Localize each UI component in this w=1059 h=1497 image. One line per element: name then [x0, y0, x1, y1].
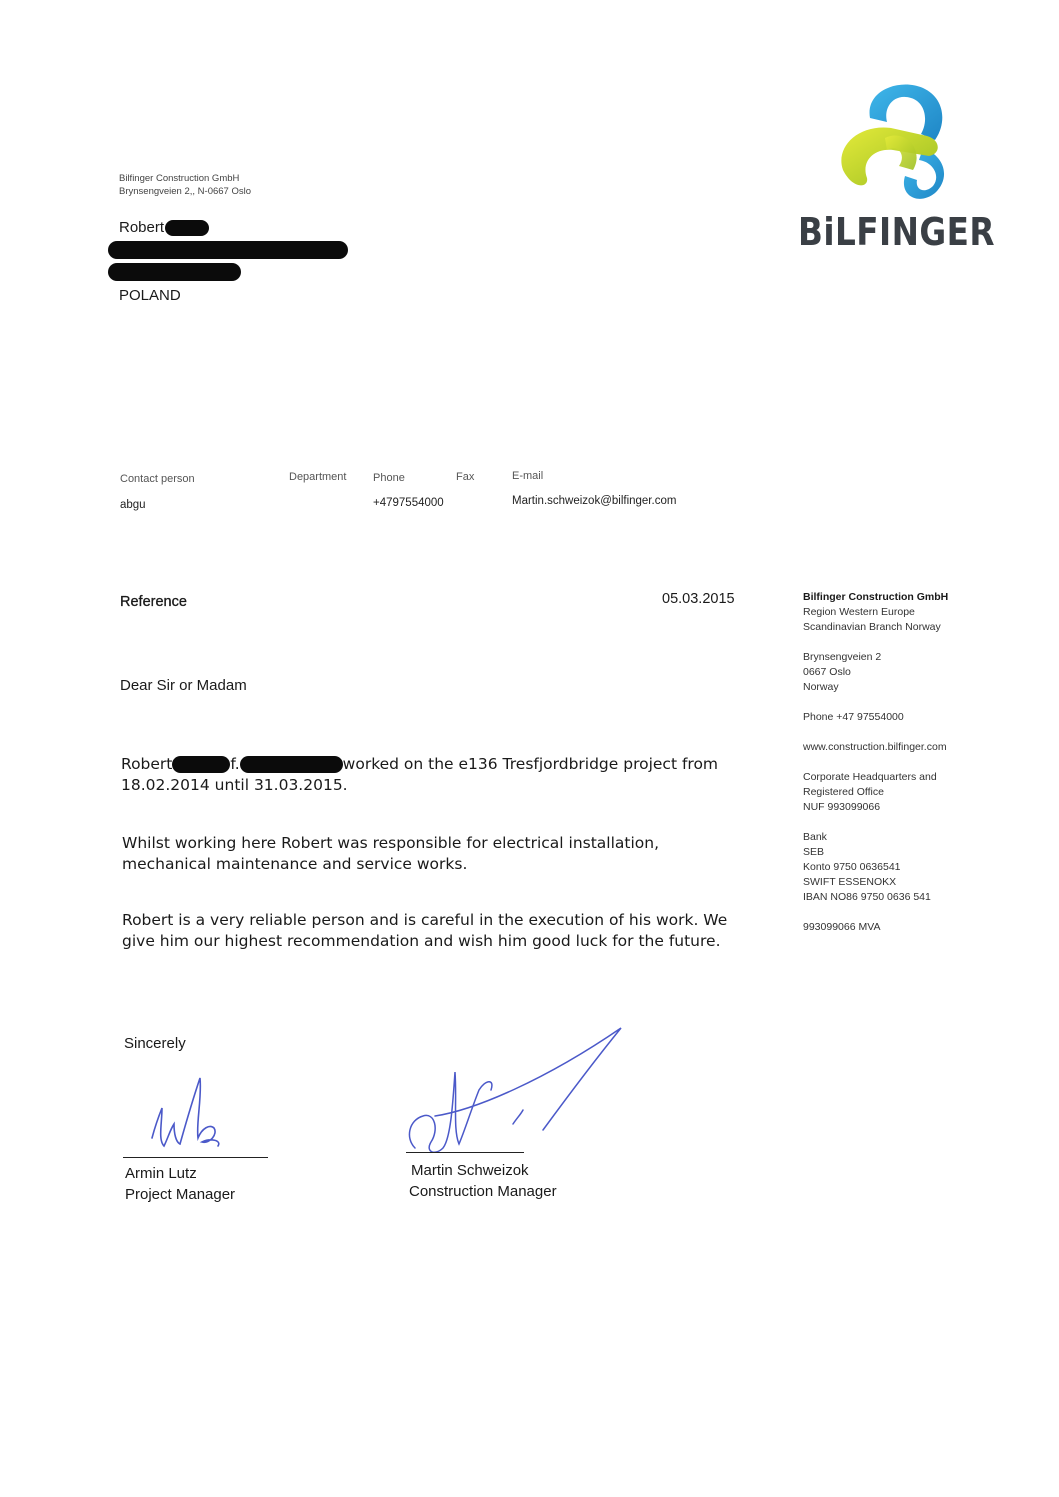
sidebar-nuf: NUF 993099066	[803, 801, 881, 813]
sidebar-konto: Konto 9750 0636541	[803, 861, 901, 873]
sidebar-bank-name: SEB	[803, 846, 825, 858]
sidebar-hq-line1: Corporate Headquarters and	[803, 771, 937, 783]
signatory-2-name: Martin Schweizok	[411, 1162, 529, 1179]
signature-martin-schweizok	[395, 1020, 635, 1170]
para2-line2: mechanical maintenance and service works.	[122, 855, 468, 873]
recipient-country: POLAND	[119, 287, 181, 304]
signatory-1-name: Armin Lutz	[125, 1165, 197, 1182]
sidebar-hq-line2: Registered Office	[803, 786, 884, 798]
letter-date: 05.03.2015	[662, 591, 735, 607]
logo-wordmark: BiLFINGER	[798, 210, 995, 254]
sidebar-country: Norway	[803, 681, 839, 693]
sidebar-city: 0667 Oslo	[803, 666, 851, 678]
redaction-bar	[108, 263, 241, 281]
sender-address-block	[119, 172, 251, 198]
sidebar-swift: SWIFT ESSENOKX	[803, 876, 897, 888]
sidebar-street: Brynsengveien 2	[803, 651, 882, 663]
sidebar-bank-label: Bank	[803, 831, 827, 843]
redaction-bar	[108, 241, 348, 259]
sender-company: Bilfinger Construction GmbH	[119, 173, 240, 184]
sidebar-iban: IBAN NO86 9750 0636 541	[803, 891, 931, 903]
paragraph-2	[122, 833, 762, 875]
contact-table	[0, 470, 760, 520]
sidebar-branch: Scandinavian Branch Norway	[803, 621, 941, 633]
signatory-1-title: Project Manager	[125, 1186, 236, 1203]
para3-line1: Robert is a very reliable person and is careful in the execution of his work. We	[122, 911, 728, 929]
paragraph-3	[122, 910, 782, 952]
bilfinger-emblem-icon	[795, 78, 1005, 203]
header-contact-person: Contact person	[120, 473, 195, 485]
header-department: Department	[289, 471, 347, 483]
letter-subject: Reference	[120, 594, 187, 610]
para1-rest: worked on the e136 Tresfjordbridge project from	[342, 755, 719, 773]
company-logo	[795, 78, 1005, 258]
redaction-bar	[165, 220, 209, 236]
header-email: E-mail	[512, 470, 544, 482]
signature-line	[406, 1152, 524, 1153]
signature-line	[123, 1157, 268, 1158]
closing: Sincerely	[124, 1035, 186, 1052]
sidebar-company: Bilfinger Construction GmbH	[803, 591, 949, 603]
phone-value: +4797554000	[373, 497, 444, 509]
email-value: Martin.schweizok@bilfinger.com	[512, 495, 677, 507]
sidebar-web: www.construction.bilfinger.com	[803, 741, 947, 753]
recipient-first-name: Robert	[119, 219, 165, 236]
company-sidebar	[803, 590, 1003, 935]
para1-name: Robert	[121, 755, 173, 773]
sender-address: Brynsengveien 2,, N-0667 Oslo	[119, 186, 252, 197]
signatory-2-title: Construction Manager	[409, 1183, 557, 1200]
paragraph-1	[121, 754, 761, 796]
contact-person-value: abgu	[120, 499, 146, 511]
signatory-1	[125, 1163, 235, 1205]
sidebar-mva: 993099066 MVA	[803, 921, 881, 933]
para1-mid: f.	[230, 755, 240, 773]
signature-armin-lutz	[140, 1068, 240, 1158]
para1-line2: 18.02.2014 until 31.03.2015.	[121, 776, 348, 794]
header-phone: Phone	[373, 472, 405, 484]
sidebar-region: Region Western Europe	[803, 606, 915, 618]
salutation: Dear Sir or Madam	[120, 677, 247, 694]
redaction-bar	[240, 756, 343, 773]
signatory-2	[411, 1160, 557, 1202]
header-fax: Fax	[456, 471, 475, 483]
redaction-bar	[172, 756, 230, 773]
sidebar-phone: Phone +47 97554000	[803, 711, 904, 723]
para2-line1: Whilst working here Robert was responsible for electrical installation,	[122, 834, 660, 852]
recipient-block	[119, 218, 348, 306]
para3-line2: give him our highest recommendation and wish him good luck for the future.	[122, 932, 721, 950]
